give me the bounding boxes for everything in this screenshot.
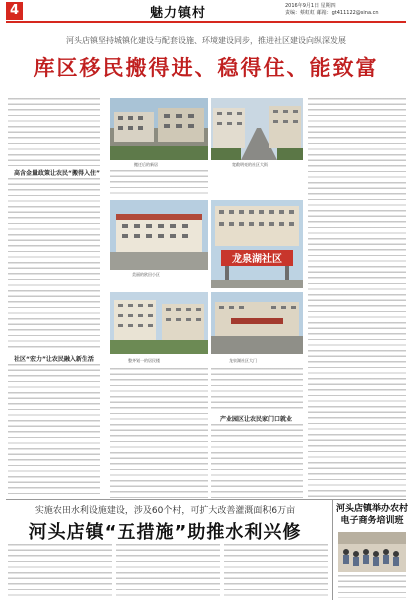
article-text-column xyxy=(211,424,303,498)
article-text-column xyxy=(110,170,208,194)
right-story-headline: 河头店镇举办农村电子商务培训班 xyxy=(336,504,409,526)
article-text-column xyxy=(8,178,100,350)
article-text-column xyxy=(224,544,328,598)
top-story-subtitle: 河头店镇坚持城镇化建设与配套设施、环境建设同步，推进社区建设向纵深发展 xyxy=(66,36,346,45)
edition-date: 2016年9月1日 星期四 xyxy=(285,3,336,9)
photo-training-class xyxy=(338,532,406,572)
photo-caption: 整齐划一的居民楼 xyxy=(128,358,160,363)
article-subhead: 产业园区让农民家门口就业 xyxy=(220,416,293,423)
photo-longquanhu-community xyxy=(211,200,303,288)
photo-ou-tian-community xyxy=(110,200,208,270)
article-text-column xyxy=(110,368,208,498)
top-story-headline: 库区移民搬得进、稳得住、能致富 xyxy=(33,56,379,80)
article-text-column xyxy=(8,98,100,166)
bottom-story-subtitle: 实施农田水利设施建设，涉及60个村，可扩大改善灌溉面积6万亩 xyxy=(34,506,296,516)
edition-editor: 责编：蔡虹虹 邮箱：gt411122@sina.cn xyxy=(285,10,379,16)
edition-info xyxy=(285,3,379,17)
page-header xyxy=(0,0,412,22)
photo-caption: 龙泉湖社区大门 xyxy=(229,358,257,363)
article-subhead: 社区“宏力”让农民融入新生活 xyxy=(14,356,94,363)
community-signboard-text: 龙泉湖社区 xyxy=(232,254,282,265)
story-divider xyxy=(6,499,406,500)
article-text-column xyxy=(338,575,406,598)
bottom-story-headline: 河头店镇“五措施”助推水利兴修 xyxy=(28,522,302,543)
article-text-column xyxy=(116,544,220,598)
article-text-column xyxy=(8,544,112,598)
photo-new-homes xyxy=(110,98,208,160)
article-text-column xyxy=(211,368,303,410)
header-rule xyxy=(6,21,406,23)
section-title: 魅力镇村 xyxy=(150,6,207,21)
photo-caption: 美丽的欧田小区 xyxy=(132,272,160,277)
page-number: 4 xyxy=(6,2,23,20)
article-text-column xyxy=(8,364,100,498)
photo-community-gate xyxy=(211,292,303,354)
photo-caption: 搬迁后的新居 xyxy=(134,162,158,167)
photo-apartment-blocks xyxy=(110,292,208,354)
article-text-column xyxy=(308,98,406,498)
photo-caption: 宽敞明亮的社区大街 xyxy=(232,162,268,167)
column-divider xyxy=(332,500,333,600)
article-subhead: 高含金量政策让农民“搬得入住” xyxy=(14,170,100,177)
photo-street xyxy=(211,98,303,160)
